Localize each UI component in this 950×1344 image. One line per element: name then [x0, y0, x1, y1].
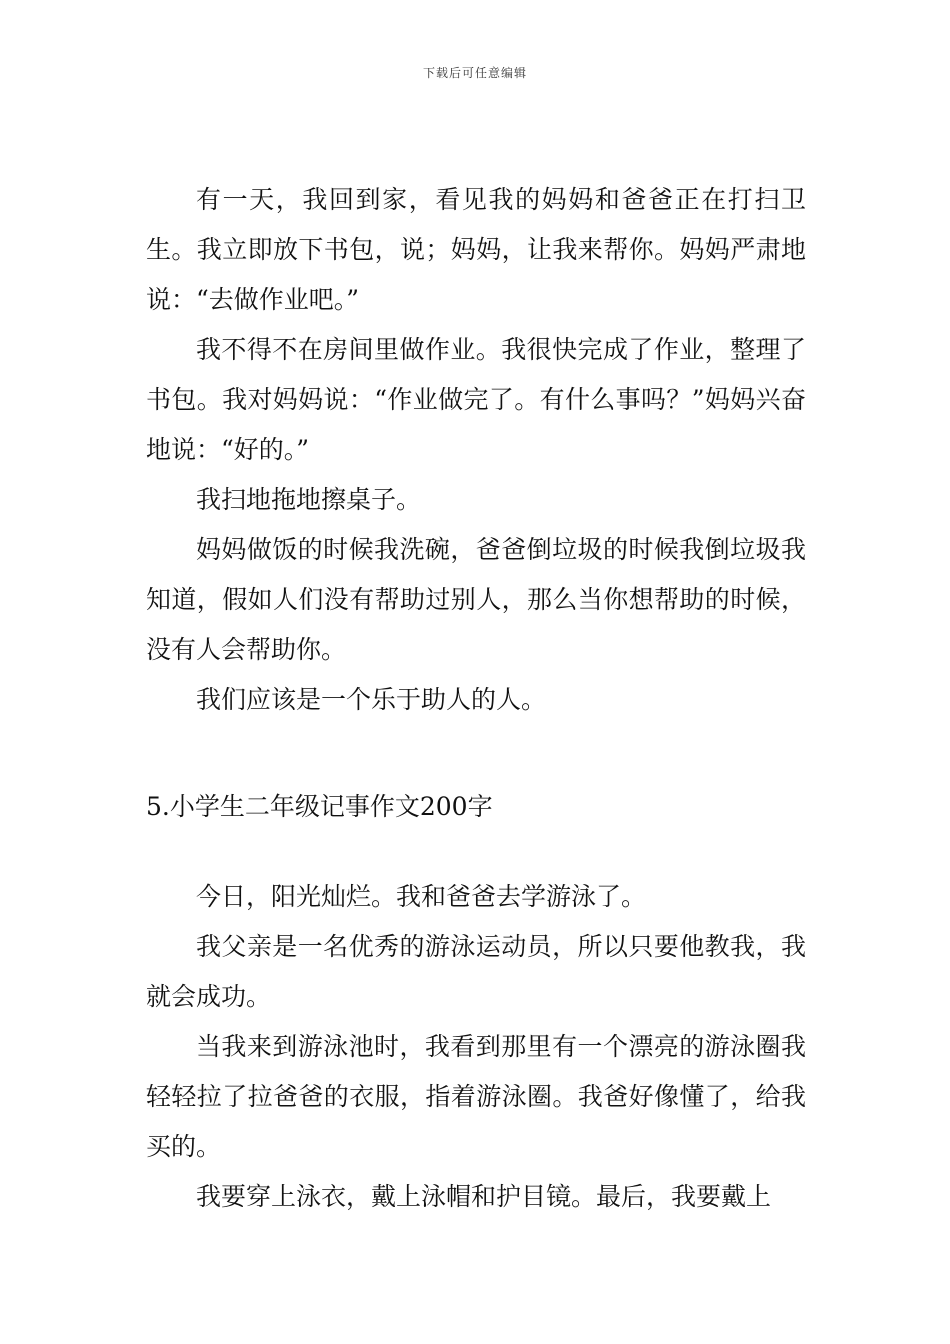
paragraph: 我不得不在房间里做作业。我很快完成了作业，整理了书包。我对妈妈说：“作业做完了。有什么事吗？”妈妈兴奋地说：“好的。”: [146, 335, 806, 464]
paragraph: 我要穿上泳衣，戴上泳帽和护目镜。最后，我要戴上: [196, 1182, 772, 1211]
paragraph: 我扫地拖地擦桌子。: [196, 485, 422, 514]
paragraph: 当我来到游泳池时，我看到那里有一个漂亮的游泳圈我轻轻拉了拉爸爸的衣服，指着游泳圈。我爸好像懂了，给我买的。: [146, 1032, 806, 1161]
essay-body-part-1: [146, 175, 806, 725]
paragraph: 我父亲是一名优秀的游泳运动员，所以只要他教我，我就会成功。: [146, 932, 806, 1011]
paragraph: 今日，阳光灿烂。我和爸爸去学游泳了。: [196, 882, 647, 911]
page-header: 下载后可任意编辑: [422, 66, 527, 80]
paragraph: 妈妈做饭的时候我洗碗，爸爸倒垃圾的时候我倒垃圾我知道，假如人们没有帮助过别人，那么当你想帮助的时候，没有人会帮助你。: [146, 535, 806, 664]
paragraph: 我们应该是一个乐于助人的人。: [196, 685, 547, 714]
essay-body-part-2: [146, 872, 806, 1222]
section-heading: 5.小学生二年级记事作文200字: [146, 792, 493, 821]
paragraph: 有一天，我回到家，看见我的妈妈和爸爸正在打扫卫生。我立即放下书包，说；妈妈，让我来帮你。妈妈严肃地说：“去做作业吧。”: [146, 185, 806, 314]
